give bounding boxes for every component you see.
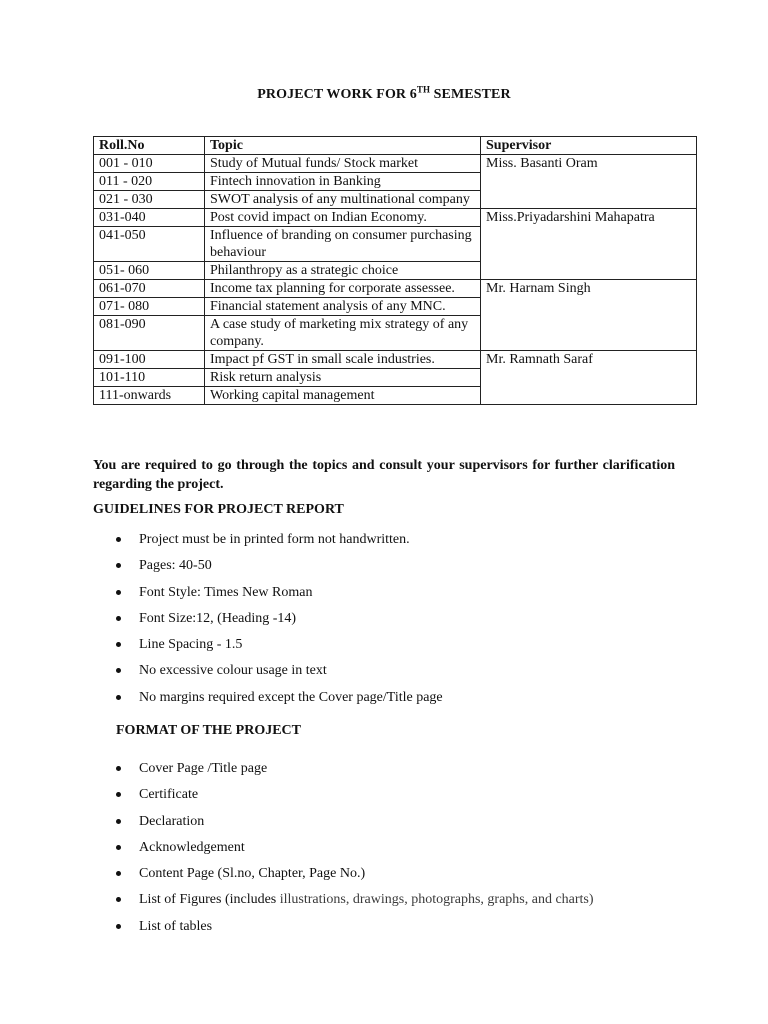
- topic-cell: A case study of marketing mix strategy of any company.: [205, 316, 481, 351]
- list-item-text: List of tables: [139, 918, 213, 934]
- supervisor-cell: Mr. Harnam Singh: [481, 280, 697, 351]
- list-item-text: Font Style: Times New Roman: [139, 584, 313, 600]
- bullet-icon: [116, 537, 121, 542]
- list-item-text: No excessive colour usage in text: [139, 663, 327, 679]
- topic-cell: Impact pf GST in small scale industries.: [205, 351, 481, 369]
- figures-prefix: List of Figures (includes: [139, 892, 280, 908]
- list-item: [116, 865, 594, 891]
- list-item: [116, 610, 443, 636]
- roll-cell: 071- 080: [94, 298, 205, 316]
- list-item-text: Content Page (Sl.no, Chapter, Page No.): [139, 866, 366, 882]
- roll-cell: 011 - 020: [94, 173, 205, 191]
- header-roll-no: Roll.No: [94, 137, 205, 155]
- list-item: [116, 689, 443, 715]
- roll-cell: 021 - 030: [94, 191, 205, 209]
- bullet-icon: [116, 871, 121, 876]
- list-item-text: Cover Page /Title page: [139, 761, 268, 776]
- topic-cell: Study of Mutual funds/ Stock market: [205, 155, 481, 173]
- supervisor-cell: Miss.Priyadarshini Mahapatra: [481, 209, 697, 280]
- title-tail: SEMESTER: [430, 87, 511, 102]
- roll-cell: 031-040: [94, 209, 205, 227]
- guidelines-heading: GUIDELINES FOR PROJECT REPORT: [93, 502, 344, 517]
- topic-cell: Income tax planning for corporate assessee.: [205, 280, 481, 298]
- topic-cell: Financial statement analysis of any MNC.: [205, 298, 481, 316]
- table-row: [94, 209, 697, 227]
- topic-cell: Post covid impact on Indian Economy.: [205, 209, 481, 227]
- table-row: [94, 155, 697, 173]
- list-item: [116, 662, 443, 688]
- topic-cell: SWOT analysis of any multinational company: [205, 191, 481, 209]
- list-item: [116, 584, 443, 610]
- topic-cell: Risk return analysis: [205, 369, 481, 387]
- bullet-icon: [116, 819, 121, 824]
- topic-cell: Working capital management: [205, 387, 481, 405]
- title-main: PROJECT WORK FOR 6: [257, 87, 417, 102]
- roll-cell: 081-090: [94, 316, 205, 351]
- list-item-text: Declaration: [139, 813, 205, 829]
- roll-cell: 061-070: [94, 280, 205, 298]
- list-item: [116, 891, 594, 917]
- figures-detail: illustrations, drawings, photographs, graphs, and charts): [279, 892, 594, 908]
- roll-cell: 051- 060: [94, 262, 205, 280]
- roll-cell: 101-110: [94, 369, 205, 387]
- table-row: [94, 280, 697, 298]
- project-table: [93, 136, 697, 405]
- list-item: [116, 531, 443, 557]
- list-item-text: No margins required except the Cover page/Title page: [139, 689, 443, 705]
- bullet-icon: [116, 642, 121, 647]
- list-item: [116, 813, 594, 839]
- bullet-icon: [116, 845, 121, 850]
- page-title: [0, 84, 768, 103]
- topic-cell: Fintech innovation in Banking: [205, 173, 481, 191]
- bullet-icon: [116, 616, 121, 621]
- instruction-note: You are required to go through the topics and consult your supervisors for further clarification regarding the project.: [93, 458, 675, 492]
- format-list: [116, 760, 594, 944]
- header-topic: Topic: [205, 137, 481, 155]
- roll-cell: 041-050: [94, 227, 205, 262]
- guidelines-list: [116, 531, 443, 715]
- list-item-text: Acknowledgement: [139, 839, 245, 855]
- title-superscript: TH: [416, 84, 431, 95]
- list-item-text: Font Size:12, (Heading -14): [139, 610, 297, 626]
- roll-cell: 111-onwards: [94, 387, 205, 405]
- bullet-icon: [116, 563, 121, 568]
- list-item: [116, 918, 594, 944]
- list-item-text: Project must be in printed form not handwritten.: [139, 532, 410, 547]
- list-item: [116, 557, 443, 583]
- list-item-text: Line Spacing - 1.5: [139, 637, 243, 653]
- table-header-row: [94, 137, 697, 155]
- bullet-icon: [116, 792, 121, 797]
- bullet-icon: [116, 897, 121, 902]
- supervisor-cell: Mr. Ramnath Saraf: [481, 351, 697, 405]
- supervisor-cell: Miss. Basanti Oram: [481, 155, 697, 209]
- list-item-text: Certificate: [139, 787, 199, 803]
- bullet-icon: [116, 924, 121, 929]
- bullet-icon: [116, 695, 121, 700]
- list-item-text: [139, 892, 594, 907]
- format-heading: FORMAT OF THE PROJECT: [116, 723, 301, 738]
- list-item: [116, 839, 594, 865]
- list-item: [116, 760, 594, 786]
- bullet-icon: [116, 766, 121, 771]
- topic-cell: Influence of branding on consumer purchasing behaviour: [205, 227, 481, 262]
- table-row: [94, 351, 697, 369]
- list-item: [116, 786, 594, 812]
- list-item-text: Pages: 40-50: [139, 558, 212, 574]
- list-item: [116, 636, 443, 662]
- header-supervisor: Supervisor: [481, 137, 697, 155]
- roll-cell: 091-100: [94, 351, 205, 369]
- bullet-icon: [116, 668, 121, 673]
- bullet-icon: [116, 590, 121, 595]
- topic-cell: Philanthropy as a strategic choice: [205, 262, 481, 280]
- roll-cell: 001 - 010: [94, 155, 205, 173]
